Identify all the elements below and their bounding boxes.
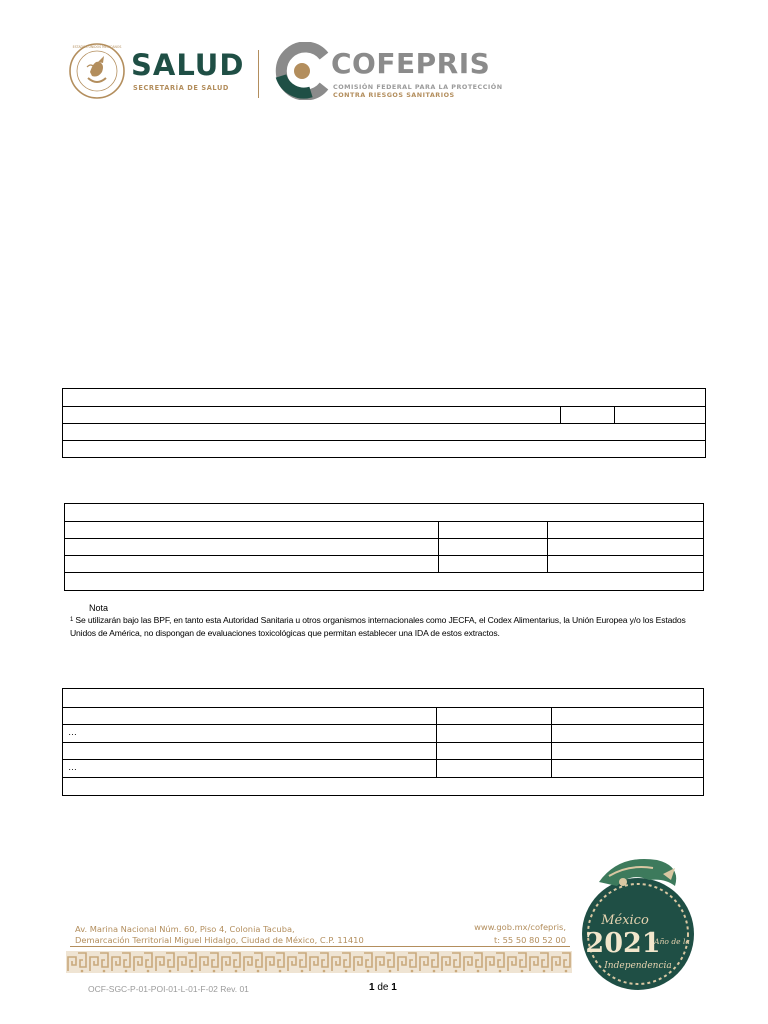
table-row-divider [65, 555, 703, 556]
form-table-1 [62, 388, 706, 458]
emblem-text-ano: Año de la [654, 937, 690, 946]
footer-phone: t: 55 50 80 52 00 [493, 935, 566, 945]
table-column-divider [551, 707, 552, 777]
document-code: OCF-SGC-P-01-POI-01-L-01-F-02 Rev. 01 [88, 984, 249, 994]
table-column-divider [614, 406, 615, 423]
page-current: 1 [369, 982, 375, 993]
footnote-marker: 1 [70, 617, 74, 623]
mexico-coat-of-arms-seal [68, 42, 126, 100]
table-row-divider [63, 742, 703, 743]
table-column-divider [560, 406, 561, 423]
salud-subtitle: SECRETARÍA DE SALUD [133, 84, 230, 92]
table-row-divider [65, 521, 703, 522]
table-row-divider [63, 777, 703, 778]
footer-address-line1: Av. Marina Nacional Núm. 60, Piso 4, Colonia Tacuba, [75, 924, 295, 934]
header-divider [258, 50, 259, 98]
svg-text:ESTADOS UNIDOS MEXICANOS: ESTADOS UNIDOS MEXICANOS [72, 45, 122, 49]
cofepris-logo [275, 42, 329, 100]
page-counter [369, 982, 397, 993]
table-row-divider [63, 440, 705, 441]
footer-divider [70, 946, 570, 947]
table-row-divider [63, 423, 705, 424]
page-total: 1 [391, 982, 397, 993]
page-of: de [374, 982, 392, 993]
table-column-divider [438, 521, 439, 572]
footer-website: www.gob.mx/cofepris, [474, 922, 566, 932]
table-row-divider [65, 538, 703, 539]
note-title: Nota [89, 603, 109, 613]
table-row-divider [63, 707, 703, 708]
footer-address-line2: Demarcación Territorial Miguel Hidalgo, Ciudad de México, C.P. 11410 [75, 935, 364, 945]
note-text [70, 614, 710, 640]
table-row-divider [63, 759, 703, 760]
footer-decorative-pattern [66, 951, 572, 973]
mexico-2021-independence-emblem [579, 852, 697, 992]
form-table-2 [64, 503, 704, 591]
note-body-text: Se utilizarán bajo las BPF, en tanto esta Autoridad Sanitaria u otros organismos internacionales como JECFA, el Codex Alimentarius, la Unión Europea y/o los Estados Unidos de América, no dispongan de evaluaciones toxicológicas que permitan establecer una IDA de estos extractos. [70, 615, 686, 638]
emblem-text-year: 2021 [585, 928, 661, 959]
cofepris-subtitle-line1: COMISIÓN FEDERAL PARA LA PROTECCIÓN [333, 83, 503, 91]
salud-title: SALUD [131, 48, 245, 82]
table-row-divider [63, 406, 705, 407]
table-column-divider [547, 521, 548, 572]
cofepris-title: COFEPRIS [331, 47, 491, 80]
emblem-text-mexico: México [601, 913, 649, 928]
table-cell-placeholder: … [68, 762, 77, 772]
table-cell-placeholder: … [68, 727, 77, 737]
table-row-divider [63, 724, 703, 725]
form-table-3 [62, 688, 704, 796]
table-row-divider [65, 572, 703, 573]
page-header [0, 0, 768, 130]
cofepris-subtitle-line2: CONTRA RIESGOS SANITARIOS [333, 91, 455, 99]
table-column-divider [436, 707, 437, 777]
emblem-text-independencia: Independencia [604, 961, 672, 971]
